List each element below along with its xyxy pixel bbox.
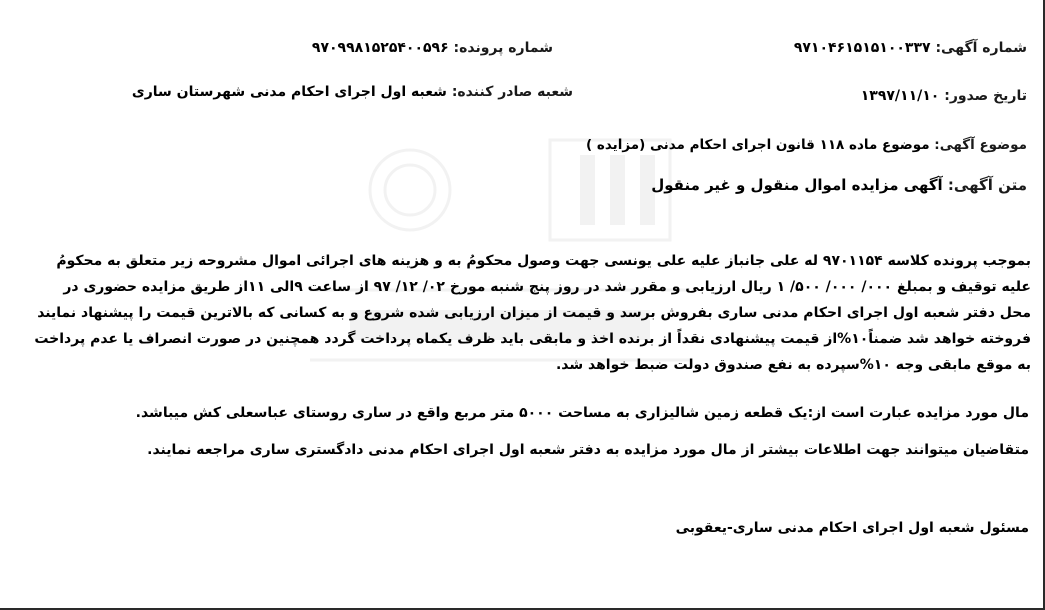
subject-row	[586, 135, 1027, 155]
subject-value: موضوع ماده ۱۱۸ قانون اجرای احکام مدنی (مزایده )	[586, 137, 930, 153]
issuing-branch-row	[132, 82, 573, 102]
ad-text-label: متن آگهی:	[947, 176, 1027, 194]
body-line: محل دفتر شعبه اول اجرای احکام مدنی ساری بفروش برسد و قیمت از میزان ارزیابی شده شروع و به کسانی که بالاترین قیمت را پیشنهاد نمایند	[37, 305, 1031, 321]
info-paragraph: متقاضیان میتوانند جهت اطلاعات بیشتر از مال مورد مزایده به دفتر شعبه اول اجرای احکام مدنی دادگستری ساری مراجعه نمایند.	[147, 442, 1029, 458]
issue-date-row	[861, 86, 1027, 106]
case-number-value: ۹۷۰۹۹۸۱۵۲۵۴۰۰۵۹۶	[311, 40, 449, 56]
issuing-branch-label: شعبه صادر کننده:	[451, 84, 573, 100]
body-line: بموجب پرونده کلاسه ۹۷۰۱۱۵۴ له علی جانباز علیه علی یونسی جهت وصول محکومُ به و هزینه های اجرائی اموال مشروحه زیر متعلق به محکومُ	[56, 253, 1031, 269]
notice-body	[34, 248, 1031, 378]
ad-text-row	[651, 175, 1027, 195]
issue-date-value: ۱۳۹۷/۱۱/۱۰	[860, 88, 940, 104]
signature-line: مسئول شعبه اول اجرای احکام مدنی ساری-یعقوبی	[675, 520, 1029, 536]
ad-number-label: شماره آگهی:	[935, 40, 1027, 56]
ad-number-row	[794, 38, 1027, 58]
auction-item-paragraph: مال مورد مزایده عبارت است از:یک قطعه زمین شالیزاری به مساحت ۵۰۰۰ متر مربع واقع در ساری روستای عباسعلی کش میباشد.	[135, 405, 1029, 421]
body-line: به موقع مابقی وجه ۱۰%سپرده به نفع صندوق دولت ضبط خواهد شد.	[555, 357, 1031, 373]
issue-date-label: تاریخ صدور:	[944, 88, 1027, 104]
ad-number-value: ۹۷۱۰۴۶۱۵۱۵۱۰۰۳۳۷	[793, 40, 931, 56]
body-line: فروخته خواهد شد ضمناً۱۰%از قیمت پیشنهادی نقداً از برنده اخذ و مابقی باید ظرف یکماه پرداخت گردد همچنین در صورت انصراف یا عدم پرداخت	[34, 331, 1031, 347]
case-number-label: شماره پرونده:	[453, 40, 553, 56]
body-line: علیه توقیف و بمبلغ ۰۰۰/ ۰۰۰/ ۵۰۰/ ۱ ریال ارزیابی و مقرر شد در روز پنج شنبه مورخ ۰۲/ ۱۲/ ۹۷ از ساعت ۹الی ۱۱از طریق مزایده حضوری در	[63, 279, 1031, 295]
case-number-row	[312, 38, 553, 58]
issuing-branch-value: شعبه اول اجرای احکام مدنی شهرستان ساری	[131, 84, 447, 100]
ad-text-value: آگهی مزایده اموال منقول و غیر منقول	[651, 176, 943, 194]
subject-label: موضوع آگهی:	[934, 137, 1027, 153]
